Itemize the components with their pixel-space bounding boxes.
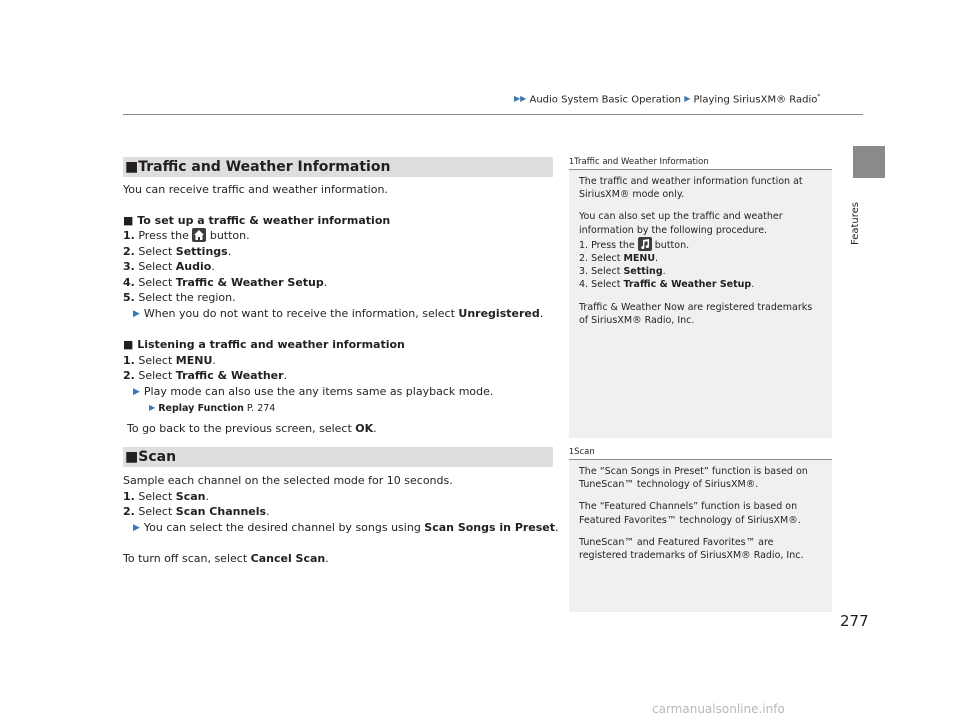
traffic-body xyxy=(123,182,553,436)
sidenote-scan-body xyxy=(569,460,832,562)
section-heading-traffic xyxy=(123,157,553,177)
breadcrumb-level2[interactable]: Playing SiriusXM® Radio xyxy=(693,94,818,106)
sidenote-paragraph: The traffic and weather information function at SiriusXM® mode only. xyxy=(579,176,803,201)
step-number: 2. xyxy=(123,369,135,382)
listen-subheading-text: Listening a traffic and weather information xyxy=(137,338,405,351)
step-number: 2. xyxy=(579,253,589,265)
sidenote-step xyxy=(579,278,824,291)
listen-note xyxy=(123,384,553,401)
note-bold: Scan Songs in Preset xyxy=(424,520,556,534)
sidenote-traffic xyxy=(569,157,832,438)
sidenote-paragraph: The “Featured Channels” function is based on Featured Favorites™ technology of SiriusXM®. xyxy=(579,501,801,526)
chapter-label: Features xyxy=(850,202,861,245)
sidenote-traffic-title xyxy=(569,157,832,170)
sidenote-number: 1 xyxy=(569,447,575,456)
step-number: 3. xyxy=(123,260,135,273)
scan-off-text: . xyxy=(325,552,329,565)
note-text: . xyxy=(555,520,559,534)
setup-step xyxy=(123,290,553,306)
scan-note xyxy=(123,520,559,537)
step-bold: MENU xyxy=(623,253,656,265)
step-bold: Scan Channels xyxy=(175,505,267,518)
step-text: . xyxy=(205,489,209,503)
step-bold: MENU xyxy=(175,353,213,367)
reference-page[interactable]: P. 274 xyxy=(246,403,276,414)
step-text: . xyxy=(283,369,288,382)
sidenote-number: 1 xyxy=(569,157,575,166)
back-instruction xyxy=(123,421,553,437)
step-text: . xyxy=(662,266,666,278)
step-text: . xyxy=(266,505,270,518)
step-text: Select xyxy=(591,253,624,265)
sidenote-paragraph: TuneScan™ and Featured Favorites™ are registered trademarks of SiriusXM® Radio, Inc. xyxy=(579,536,804,562)
note-text: When you do not want to receive the information, select xyxy=(143,306,459,320)
scan-step xyxy=(123,489,553,505)
note-arrow-icon: ▶ xyxy=(133,386,140,397)
scan-body xyxy=(123,473,559,567)
step-text: Select xyxy=(138,275,176,289)
step-bold: Audio xyxy=(175,260,212,273)
step-text: Select xyxy=(138,489,176,503)
step-text: button. xyxy=(209,229,250,242)
step-text: Select xyxy=(138,260,176,273)
back-text: . xyxy=(373,421,377,435)
step-bold: Traffic & Weather xyxy=(175,369,284,382)
breadcrumb-marker: * xyxy=(817,93,821,100)
step-number: 1. xyxy=(123,489,135,503)
scan-off-bold: Cancel Scan xyxy=(250,552,326,565)
home-icon xyxy=(192,228,206,242)
sidenote-scan xyxy=(569,447,832,612)
step-text: . xyxy=(323,275,328,289)
step-text: button. xyxy=(654,239,690,251)
back-bold: OK xyxy=(355,421,374,435)
setup-subheading-text: To set up a traffic & weather information xyxy=(137,213,391,227)
step-text: Select the region. xyxy=(138,291,236,304)
breadcrumb xyxy=(514,93,820,105)
step-text: . xyxy=(655,253,659,265)
step-text: Press the xyxy=(591,239,638,251)
step-number: 1. xyxy=(123,353,135,367)
section-square-icon: ■ xyxy=(125,449,139,465)
step-text: Select xyxy=(138,369,176,382)
step-number: 2. xyxy=(123,244,135,258)
setup-note xyxy=(123,306,553,323)
cross-reference[interactable] xyxy=(123,400,553,417)
sidenote-traffic-body xyxy=(569,170,832,327)
scan-off-instruction xyxy=(123,551,553,567)
watermark: carmanualsonline.info xyxy=(652,702,785,716)
sidenote-paragraph: The “Scan Songs in Preset” function is based on TuneScan™ technology of SiriusXM®. xyxy=(579,466,808,491)
scan-intro: Sample each channel on the selected mode for 10 seconds. xyxy=(123,474,453,487)
step-bold: Traffic & Weather Setup xyxy=(175,275,324,289)
note-arrow-icon: ▶ xyxy=(133,308,140,319)
step-text: Press the xyxy=(138,229,193,242)
section-heading-scan xyxy=(123,447,553,467)
scan-step xyxy=(123,504,553,520)
note-bold: Unregistered xyxy=(458,306,540,320)
traffic-intro: You can receive traffic and weather information. xyxy=(123,183,388,196)
step-bold: Scan xyxy=(175,489,206,503)
note-text: Play mode can also use the any items same as playback mode. xyxy=(143,384,494,398)
step-bold: Setting xyxy=(623,266,663,278)
step-number: 3. xyxy=(579,266,589,278)
header-divider xyxy=(123,114,863,115)
sidenote-step xyxy=(579,265,824,278)
chapter-tab xyxy=(853,146,885,178)
sidenote-title-text: Scan xyxy=(574,447,595,457)
breadcrumb-arrow-icon: ▶ xyxy=(684,94,691,104)
page-number: 277 xyxy=(840,612,869,630)
step-bold: Settings xyxy=(175,244,228,258)
step-text: . xyxy=(227,244,232,258)
step-number: 1. xyxy=(123,229,135,242)
listen-step xyxy=(123,368,553,384)
setup-step xyxy=(123,275,553,291)
setup-step xyxy=(123,259,553,275)
sidenote-step xyxy=(579,252,824,265)
step-number: 4. xyxy=(123,275,135,289)
sidenote-scan-title xyxy=(569,447,832,460)
step-text: Select xyxy=(591,279,624,291)
step-number: 4. xyxy=(579,279,589,291)
setup-step xyxy=(123,244,553,260)
note-text: . xyxy=(539,306,544,320)
sidenote-paragraph: You can also set up the traffic and weather information by the following procedure. xyxy=(579,211,783,236)
listen-step xyxy=(123,353,553,369)
step-number: 1. xyxy=(579,239,589,251)
music-note-icon xyxy=(638,237,652,251)
step-text: . xyxy=(212,353,216,367)
section-heading-traffic-text: Traffic and Weather Information xyxy=(138,159,391,175)
reference-arrow-icon: ▶ xyxy=(149,403,156,412)
sidenote-title-text: Traffic and Weather Information xyxy=(574,157,709,167)
note-text: You can select the desired channel by songs using xyxy=(143,520,425,534)
setup-subheading: ■ To set up a traffic & weather information xyxy=(123,213,391,227)
section-square-icon: ■ xyxy=(125,159,139,175)
step-text: Select xyxy=(138,353,176,367)
sidenote-step xyxy=(579,237,824,252)
step-text: . xyxy=(751,279,755,291)
note-arrow-icon: ▶ xyxy=(133,522,140,533)
step-text: Select xyxy=(138,505,176,518)
listen-subheading: ■ Listening a traffic and weather information xyxy=(123,338,405,351)
step-number: 5. xyxy=(123,291,135,304)
section-heading-scan-text: Scan xyxy=(138,449,177,465)
step-text: . xyxy=(211,260,215,273)
reference-label[interactable]: Replay Function xyxy=(158,403,244,414)
breadcrumb-level1[interactable]: Audio System Basic Operation xyxy=(529,94,681,106)
step-bold: Traffic & Weather Setup xyxy=(623,279,752,291)
sidenote-paragraph: Traffic & Weather Now are registered trademarks of SiriusXM® Radio, Inc. xyxy=(579,301,813,326)
step-text: Select xyxy=(591,266,624,278)
step-number: 2. xyxy=(123,505,135,518)
back-text: To go back to the previous screen, select xyxy=(127,421,356,435)
setup-step xyxy=(123,228,553,244)
step-text: Select xyxy=(138,244,176,258)
scan-off-text: To turn off scan, select xyxy=(123,552,251,565)
breadcrumb-arrow-icon: ▶▶ xyxy=(514,94,527,104)
